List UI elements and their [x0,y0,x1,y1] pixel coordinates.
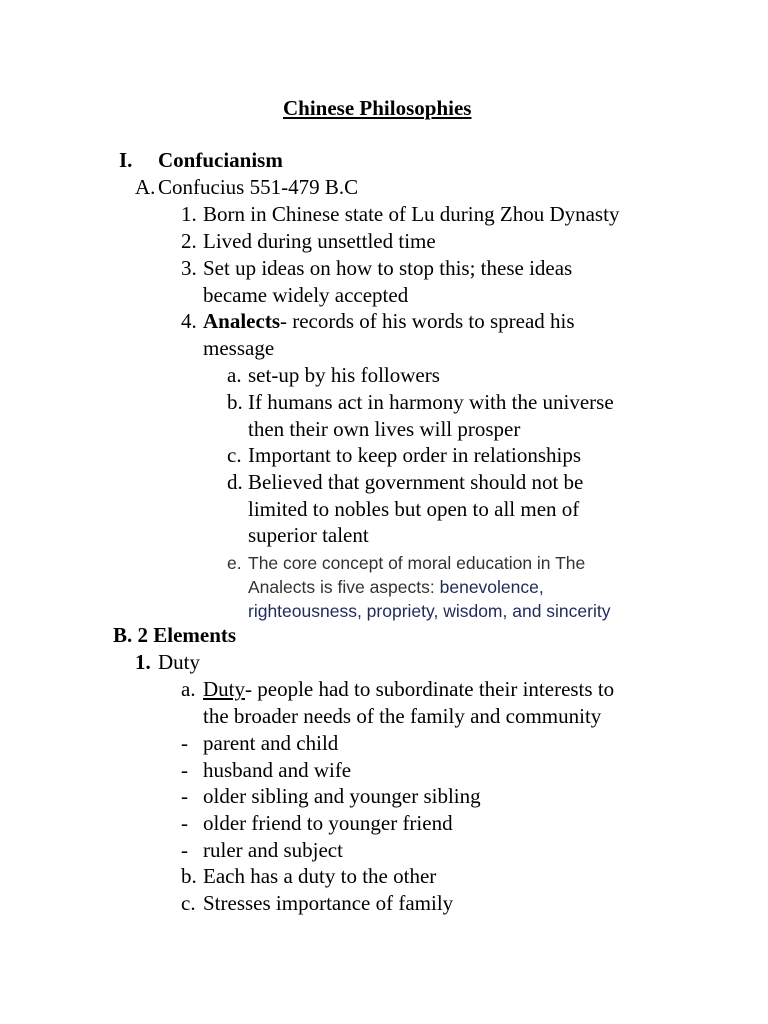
list-marker: 1. [135,650,151,674]
sublist-marker: b. [227,390,243,414]
list-item: Lived during unsettled time [203,229,436,253]
duty-definition: - people had to subordinate their interests to [245,677,615,701]
sublist-item: Important to keep order in relationships [248,443,581,467]
sublist-marker: c. [181,891,196,915]
dash-marker: - [181,811,188,835]
analects-definition: - records of his words to spread his [280,309,575,333]
sublist-marker: a. [227,363,242,387]
sublist-item-continuation [248,575,544,599]
list-marker: 1. [181,202,197,226]
relationship-item: older friend to younger friend [203,811,453,835]
sublist-item: Stresses importance of family [203,891,454,915]
list-item-continuation: message [203,336,275,360]
five-aspects-lead: Analects is five aspects: [248,577,440,597]
list-item-continuation: became widely accepted [203,283,409,307]
subsection-marker: A. [135,175,156,199]
analects-term: Analects [203,309,280,333]
sublist-item: The core concept of moral education in The [248,553,586,573]
relationship-item: husband and wife [203,758,352,782]
section-heading: Confucianism [158,148,283,172]
sublist-item: Each has a duty to the other [203,864,437,888]
dash-marker: - [181,758,188,782]
dash-marker: - [181,731,188,755]
sublist-item: set-up by his followers [248,363,440,387]
list-marker: 4. [181,309,197,333]
sublist-marker: c. [227,443,242,467]
relationship-item: ruler and subject [203,838,343,862]
list-item: Set up ideas on how to stop this; these ideas [203,256,573,280]
relationship-item: older sibling and younger sibling [203,784,481,808]
dash-marker: - [181,838,188,862]
sublist-item-continuation: the broader needs of the family and community [203,704,602,728]
list-item [203,308,575,334]
sublist-item: If humans act in harmony with the universe [248,390,614,414]
list-marker: 3. [181,256,197,280]
subsection-text: Confucius 551-479 B.C [158,175,359,199]
section-marker: I. [119,148,133,172]
list-item: Duty [158,650,200,674]
list-item: Born in Chinese state of Lu during Zhou Dynasty [203,202,620,226]
sublist-item [203,676,614,702]
relationship-item: parent and child [203,731,339,755]
list-marker: 2. [181,229,197,253]
duty-term: Duty [203,677,245,701]
sublist-item-continuation: then their own lives will prosper [248,417,521,441]
sublist-item-continuation: limited to nobles but open to all men of [248,497,580,521]
sublist-marker: d. [227,470,243,494]
sublist-marker: e. [227,553,242,573]
sublist-marker: a. [181,677,196,701]
section-heading: B. 2 Elements [113,623,237,647]
dash-marker: - [181,784,188,808]
sublist-item-continuation: superior talent [248,523,369,547]
five-aspects-list: benevolence, [439,577,544,597]
five-aspects-list-cont: righteousness, propriety, wisdom, and sincerity [248,601,611,621]
sublist-item: Believed that government should not be [248,470,584,494]
page-title: Chinese Philosophies [283,96,472,120]
sublist-item-continuation [248,599,610,623]
sublist-marker: b. [181,864,197,888]
